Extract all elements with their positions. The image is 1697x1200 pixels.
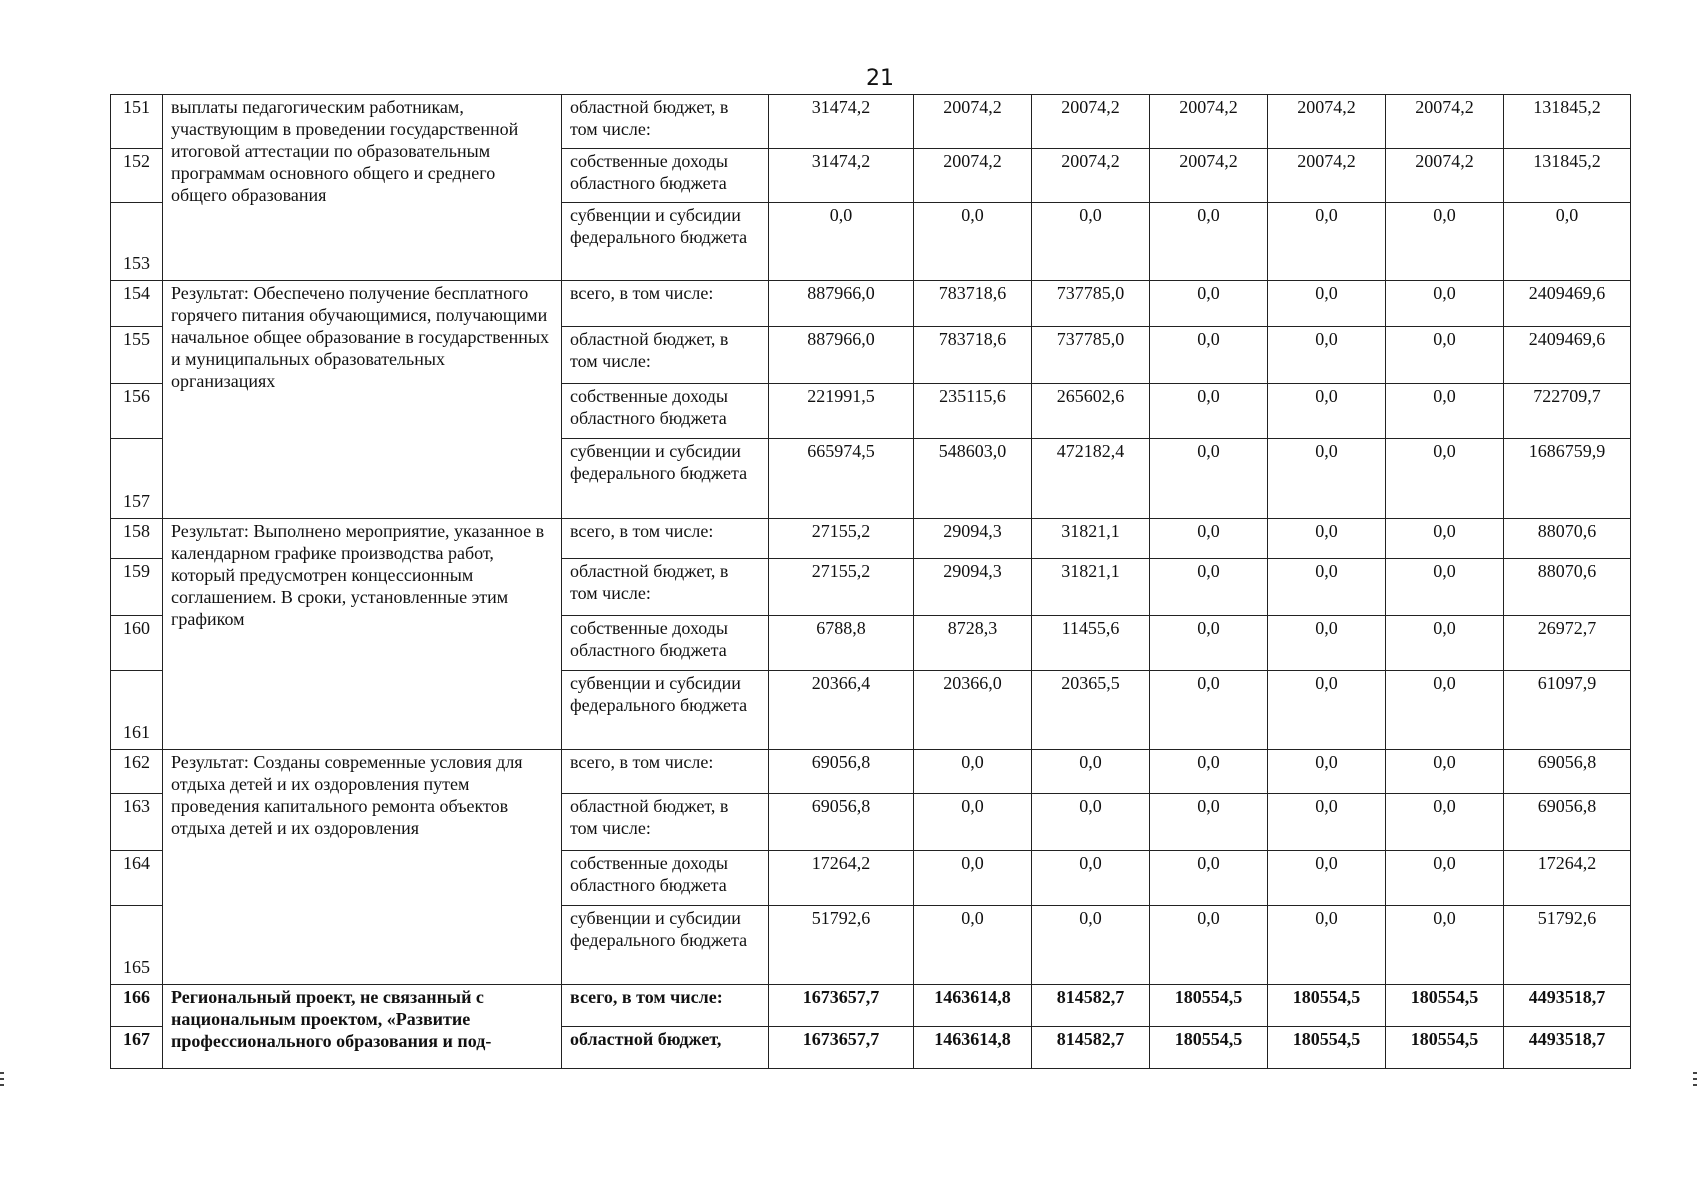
value-cell: 0,0 (1150, 519, 1268, 559)
scan-mark (0, 1078, 4, 1080)
value-cell: 61097,9 (1504, 671, 1631, 750)
value-cell: 20074,2 (1032, 149, 1150, 203)
value-cell: 0,0 (1150, 906, 1268, 985)
value-cell: 4493518,7 (1504, 1027, 1631, 1069)
funding-source-cell: областной бюджет, в том числе: (562, 95, 769, 149)
value-cell: 0,0 (1268, 203, 1386, 281)
value-cell: 51792,6 (1504, 906, 1631, 985)
value-cell: 737785,0 (1032, 327, 1150, 384)
funding-source-cell: всего, в том числе: (562, 281, 769, 327)
value-cell: 20074,2 (1150, 95, 1268, 149)
value-cell: 0,0 (1386, 616, 1504, 671)
value-cell: 180554,5 (1268, 985, 1386, 1027)
value-cell: 0,0 (1268, 906, 1386, 985)
value-cell: 88070,6 (1504, 519, 1631, 559)
row-number-cell: 153 (111, 203, 163, 281)
value-cell: 0,0 (1386, 750, 1504, 794)
description-cell: Результат: Обеспечено получение бесплатного горячего питания обучающимися, получающими начальное общее образование в государственных и муниципальных образовательных организациях (163, 281, 562, 519)
value-cell: 887966,0 (769, 281, 914, 327)
scan-mark (0, 1084, 4, 1086)
description-cell: Результат: Созданы современные условия для отдыха детей и их оздоровления путем проведения капитального ремонта объектов отдыха детей и их оздоровления (163, 750, 562, 985)
value-cell: 31474,2 (769, 149, 914, 203)
value-cell: 0,0 (1150, 327, 1268, 384)
value-cell: 665974,5 (769, 439, 914, 519)
funding-source-cell: областной бюджет, (562, 1027, 769, 1069)
value-cell: 0,0 (1386, 203, 1504, 281)
row-number-cell: 156 (111, 384, 163, 439)
funding-source-cell: собственные доходы областного бюджета (562, 384, 769, 439)
value-cell: 221991,5 (769, 384, 914, 439)
value-cell: 0,0 (769, 203, 914, 281)
value-cell: 0,0 (1150, 794, 1268, 851)
value-cell: 0,0 (1386, 384, 1504, 439)
value-cell: 11455,6 (1032, 616, 1150, 671)
value-cell: 0,0 (914, 203, 1032, 281)
value-cell: 0,0 (1386, 439, 1504, 519)
value-cell: 0,0 (1268, 327, 1386, 384)
page-number: 21 (866, 66, 894, 91)
funding-source-cell: субвенции и субсидии федерального бюджета (562, 203, 769, 281)
table-body (111, 95, 1631, 1069)
value-cell: 737785,0 (1032, 281, 1150, 327)
value-cell: 180554,5 (1150, 1027, 1268, 1069)
scan-mark (0, 1072, 4, 1074)
value-cell: 0,0 (1386, 327, 1504, 384)
value-cell: 0,0 (914, 794, 1032, 851)
value-cell: 20074,2 (1386, 95, 1504, 149)
row-number-cell: 167 (111, 1027, 163, 1069)
value-cell: 0,0 (1386, 519, 1504, 559)
value-cell: 51792,6 (769, 906, 914, 985)
row-number-cell: 162 (111, 750, 163, 794)
description-cell: Региональный проект, не связанный с национальным проектом, «Развитие профессионального образования и под- (163, 985, 562, 1069)
funding-source-cell: субвенции и субсидии федерального бюджета (562, 439, 769, 519)
value-cell: 0,0 (1386, 851, 1504, 906)
value-cell: 0,0 (1150, 559, 1268, 616)
value-cell: 887966,0 (769, 327, 914, 384)
value-cell: 1463614,8 (914, 985, 1032, 1027)
funding-source-cell: областной бюджет, в том числе: (562, 559, 769, 616)
row-number-cell: 163 (111, 794, 163, 851)
value-cell: 1463614,8 (914, 1027, 1032, 1069)
value-cell: 0,0 (1268, 519, 1386, 559)
value-cell: 0,0 (1386, 281, 1504, 327)
value-cell: 1686759,9 (1504, 439, 1631, 519)
value-cell: 0,0 (1032, 750, 1150, 794)
value-cell: 0,0 (1268, 750, 1386, 794)
row-number-cell: 154 (111, 281, 163, 327)
table-row (111, 519, 1631, 559)
value-cell: 69056,8 (769, 750, 914, 794)
value-cell: 0,0 (1032, 851, 1150, 906)
value-cell: 20074,2 (1032, 95, 1150, 149)
value-cell: 131845,2 (1504, 95, 1631, 149)
row-number-cell: 161 (111, 671, 163, 750)
budget-table (110, 94, 1631, 1069)
value-cell: 814582,7 (1032, 1027, 1150, 1069)
value-cell: 0,0 (1150, 616, 1268, 671)
value-cell: 0,0 (1150, 750, 1268, 794)
value-cell: 29094,3 (914, 559, 1032, 616)
row-number-cell: 166 (111, 985, 163, 1027)
table-row (111, 281, 1631, 327)
value-cell: 31821,1 (1032, 559, 1150, 616)
value-cell: 0,0 (914, 851, 1032, 906)
value-cell: 235115,6 (914, 384, 1032, 439)
value-cell: 0,0 (1268, 616, 1386, 671)
row-number-cell: 158 (111, 519, 163, 559)
value-cell: 20074,2 (914, 95, 1032, 149)
description-cell: Результат: Выполнено мероприятие, указанное в календарном графике производства работ, который предусмотрен концессионным соглашением. В сроки, установленные этим графиком (163, 519, 562, 750)
value-cell: 8728,3 (914, 616, 1032, 671)
value-cell: 265602,6 (1032, 384, 1150, 439)
funding-source-cell: собственные доходы областного бюджета (562, 851, 769, 906)
value-cell: 31474,2 (769, 95, 914, 149)
value-cell: 0,0 (1150, 439, 1268, 519)
value-cell: 0,0 (1150, 281, 1268, 327)
value-cell: 69056,8 (1504, 794, 1631, 851)
value-cell: 0,0 (1386, 906, 1504, 985)
scan-mark (1693, 1078, 1697, 1080)
value-cell: 0,0 (1032, 794, 1150, 851)
value-cell: 29094,3 (914, 519, 1032, 559)
row-number-cell: 152 (111, 149, 163, 203)
value-cell: 20366,4 (769, 671, 914, 750)
value-cell: 180554,5 (1386, 985, 1504, 1027)
row-number-cell: 160 (111, 616, 163, 671)
value-cell: 20074,2 (1386, 149, 1504, 203)
value-cell: 0,0 (1268, 384, 1386, 439)
funding-source-cell: собственные доходы областного бюджета (562, 149, 769, 203)
row-number-cell: 151 (111, 95, 163, 149)
row-number-cell: 164 (111, 851, 163, 906)
row-number-cell: 165 (111, 906, 163, 985)
value-cell: 1673657,7 (769, 1027, 914, 1069)
value-cell: 0,0 (1386, 671, 1504, 750)
value-cell: 0,0 (1150, 671, 1268, 750)
row-number-cell: 159 (111, 559, 163, 616)
funding-source-cell: собственные доходы областного бюджета (562, 616, 769, 671)
scan-mark (1693, 1072, 1697, 1074)
row-number-cell: 157 (111, 439, 163, 519)
value-cell: 0,0 (1268, 671, 1386, 750)
value-cell: 27155,2 (769, 519, 914, 559)
value-cell: 1673657,7 (769, 985, 914, 1027)
table-row (111, 985, 1631, 1027)
value-cell: 20074,2 (1268, 149, 1386, 203)
funding-source-cell: субвенции и субсидии федерального бюджета (562, 906, 769, 985)
value-cell: 0,0 (1150, 851, 1268, 906)
value-cell: 0,0 (1032, 906, 1150, 985)
table-row (111, 750, 1631, 794)
value-cell: 0,0 (914, 750, 1032, 794)
value-cell: 0,0 (1268, 794, 1386, 851)
value-cell: 180554,5 (1386, 1027, 1504, 1069)
value-cell: 0,0 (914, 906, 1032, 985)
value-cell: 31821,1 (1032, 519, 1150, 559)
value-cell: 180554,5 (1150, 985, 1268, 1027)
value-cell: 0,0 (1150, 203, 1268, 281)
value-cell: 17264,2 (769, 851, 914, 906)
funding-source-cell: областной бюджет, в том числе: (562, 327, 769, 384)
value-cell: 88070,6 (1504, 559, 1631, 616)
value-cell: 131845,2 (1504, 149, 1631, 203)
value-cell: 4493518,7 (1504, 985, 1631, 1027)
value-cell: 69056,8 (769, 794, 914, 851)
value-cell: 2409469,6 (1504, 327, 1631, 384)
value-cell: 17264,2 (1504, 851, 1631, 906)
table-row (111, 95, 1631, 149)
value-cell: 814582,7 (1032, 985, 1150, 1027)
value-cell: 0,0 (1504, 203, 1631, 281)
value-cell: 20074,2 (914, 149, 1032, 203)
value-cell: 180554,5 (1268, 1027, 1386, 1069)
value-cell: 0,0 (1268, 559, 1386, 616)
value-cell: 69056,8 (1504, 750, 1631, 794)
value-cell: 0,0 (1268, 439, 1386, 519)
value-cell: 0,0 (1268, 851, 1386, 906)
value-cell: 27155,2 (769, 559, 914, 616)
funding-source-cell: всего, в том числе: (562, 750, 769, 794)
value-cell: 783718,6 (914, 327, 1032, 384)
value-cell: 783718,6 (914, 281, 1032, 327)
value-cell: 26972,7 (1504, 616, 1631, 671)
funding-source-cell: областной бюджет, в том числе: (562, 794, 769, 851)
value-cell: 0,0 (1386, 559, 1504, 616)
funding-source-cell: всего, в том числе: (562, 985, 769, 1027)
value-cell: 6788,8 (769, 616, 914, 671)
value-cell: 0,0 (1268, 281, 1386, 327)
funding-source-cell: всего, в том числе: (562, 519, 769, 559)
value-cell: 2409469,6 (1504, 281, 1631, 327)
value-cell: 20365,5 (1032, 671, 1150, 750)
value-cell: 0,0 (1150, 384, 1268, 439)
value-cell: 548603,0 (914, 439, 1032, 519)
row-number-cell: 155 (111, 327, 163, 384)
description-cell: выплаты педагогическим работникам, участвующим в проведении государственной итоговой аттестации по образовательным программам основного общего и среднего общего образования (163, 95, 562, 281)
funding-source-cell: субвенции и субсидии федерального бюджета (562, 671, 769, 750)
scan-mark (1693, 1084, 1697, 1086)
value-cell: 472182,4 (1032, 439, 1150, 519)
value-cell: 0,0 (1386, 794, 1504, 851)
value-cell: 0,0 (1032, 203, 1150, 281)
value-cell: 20366,0 (914, 671, 1032, 750)
value-cell: 20074,2 (1150, 149, 1268, 203)
value-cell: 20074,2 (1268, 95, 1386, 149)
value-cell: 722709,7 (1504, 384, 1631, 439)
